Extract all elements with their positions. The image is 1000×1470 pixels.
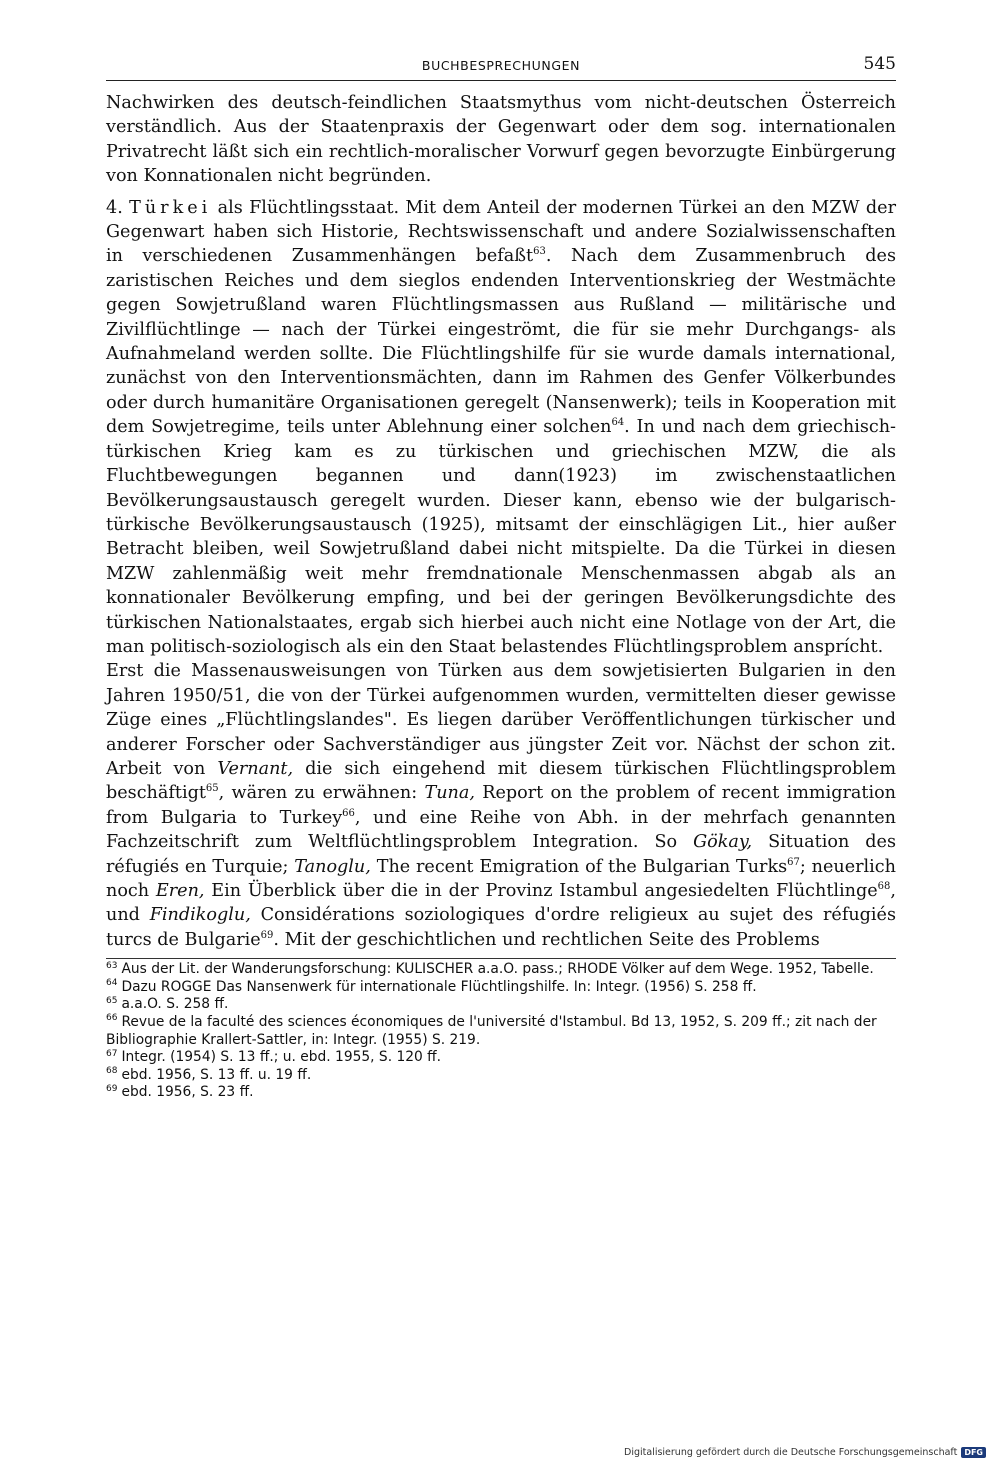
footnote-64: $^{64}$ Dazu ROGGE Das Nansenwerk für internationale Flüchtlingshilfe. In: Integr. (1956) S. 258 ff. [106,978,757,995]
page-number: 545 [863,54,896,74]
paragraph-1: Nachwirken des deutsch-feindlichen Staatsmythus vom nicht-deutschen Österreich verständlich. Aus der Staatenpraxis der Gegenwart oder dem sog. internationalen Privatrecht läßt sich ein rechtlich-moralischer Vorwurf gegen bevorzugte Einbürgerung von Konnationalen nicht begründen. [106,93,896,187]
footnote-ref-67[interactable]: 67 [787,856,800,868]
footnote-68: $^{68}$ ebd. 1956, S. 13 ff. u. 19 ff. [106,1066,312,1083]
page-header [106,56,896,81]
footnote-ref-65[interactable]: 65 [205,783,219,795]
running-title: BUCHBESPRECHUNGEN [421,58,581,73]
footnote-63: $^{63}$ Aus der Lit. der Wanderungsforschung: KULISCHER a.a.O. pass.; RHODE Völker auf dem Wege. 1952, Tabelle. [106,960,874,978]
author-vernant: Vernant, [217,758,294,779]
footnote-66: $^{66}$ Revue de la faculté des sciences économiques de l'université d'Istambul. Bd 13, 1952, S. 209 ff.; zit nach der Bibliographie Krallert-Sattler, in: Integr. (1955) S. 219. [106,1013,877,1048]
footnote-ref-69[interactable]: 69 [260,929,274,941]
footnote-ref-64[interactable]: 64 [611,417,625,429]
page [106,56,896,1102]
footnote-65: $^{65}$ a.a.O. S. 258 ff. [106,995,229,1013]
paragraph-2: 4. Türkei als Flüchtlingsstaat. Mit dem Anteil der modernen Türkei an den MZW der Gegenwart haben sich Historie, Rechtswissenschaft und andere Sozialwissenschaften in verschiedenen Zusammenhängen befaßt$^{63}$. Nach dem Zusammenbruch des zaristischen Reiches und dem sieglos endenden Interventionskrieg der Westmächte gegen Sowjetrußland waren Flüchtlingsmassen aus Rußland — militärische und Zivilflüchtlinge — nach der Türkei eingeströmt, die für sie mehr Durchgangs- als Aufnahmeland werden sollte. Die Flüchtlingshilfe für sie wurde damals international, zunächst von den Interventionsmächten, dann im Rahmen des Genfer Völkerbundes oder durch humanitäre Organisationen geregelt (Nansenwerk); teils in Kooperation mit dem Sowjetregime, teils unter Ablehnung einer solchen$^{64}$. In und nach dem griechisch-türkischen Krieg kam es zu türkischen und griechischen MZW, die als Fluchtbewegungen begannen und dann(1923) im zwischenstaatlichen Bevölkerungsaustausch geregelt wurden. Dieser kann, ebenso wie der bulgarisch-türkische Bevölkerungsaustausch (1925), mitsamt der einschlägigen Lit., hier außer Betracht bleiben, weil Sowjetrußland dabei nicht mitspielte. Da die Türkei in diesen MZW zahlenmäßig weit mehr fremdnationale Menschenmassen abgab als an konnationaler Bevölkerung empfing, und bei der geringen Bevölkerungsdichte des türkischen Nationalstaates, ergab sich hierbei auch nicht eine Notlage von der Art, die man politisch-soziologisch als ein den Staat belastendes Flüchtlingsproblem ansprícht. [106,197,896,657]
dfg-logo-icon: DFG [961,1447,986,1458]
footnote-67: $^{67}$ Integr. (1954) S. 13 ff.; u. ebd. 1955, S. 120 ff. [106,1048,442,1066]
section-keyword: Türkei [129,197,212,218]
paragraph-3: Erst die Massenausweisungen von Türken aus dem sowjetisierten Bulgarien in den Jahren 1950/51, die von der Türkei aufgenommen wurden, vermittelten dieser gewisse Züge eines „Flüchtlingslandes". Es liegen darüber Veröffentlichungen türkischer und anderer Forscher oder Sachverständiger aus jüngster Zeit vor. Nächst der schon zit. Arbeit von Vernant, die sich eingehend mit diesem türkischen Flüchtlingsproblem beschäftigt$^{65}$, wären zu erwähnen: Tuna, Report on the problem of recent immigration from Bulgaria to Turkey$^{66}$, und eine Reihe von Abh. in der mehrfach genannten Fachzeitschrift zum Weltflüchtlingsproblem Integration. So Gökay, Situation des réfugiés en Turquie; Tanoglu, The recent Emigration of the Bulgarian Turks$^{67}$; neuerlich noch Eren, Ein Überblick über die in der Provinz Istambul angesiedelten Flüchtlinge$^{68}$, und Findikoglu, Considérations soziologiques d'ordre religieux au sujet des réfugiés turcs de Bulgarie$^{69}$. Mit der geschichtlichen und rechtlichen Seite des Problems [106,661,897,950]
author-gokay: Gökay, [693,832,753,853]
section-number: 4. [106,197,123,218]
footnotes [106,958,896,1102]
author-tanoglu: Tanoglu, [294,856,371,877]
author-tuna: Tuna, [424,783,475,804]
author-findikoglu: Findikoglu, [149,905,251,926]
footnote-ref-63[interactable]: 63 [533,246,546,258]
body-text [106,91,896,952]
digitization-credit [624,1447,986,1458]
author-eren: Eren, [155,881,205,901]
footnote-ref-66[interactable]: 66 [342,807,355,819]
credit-text: Digitalisierung gefördert durch die Deutsche Forschungsgemeinschaft [624,1447,958,1458]
footnote-ref-68[interactable]: 68 [877,881,891,893]
footnote-69: $^{69}$ ebd. 1956, S. 23 ff. [106,1083,254,1101]
